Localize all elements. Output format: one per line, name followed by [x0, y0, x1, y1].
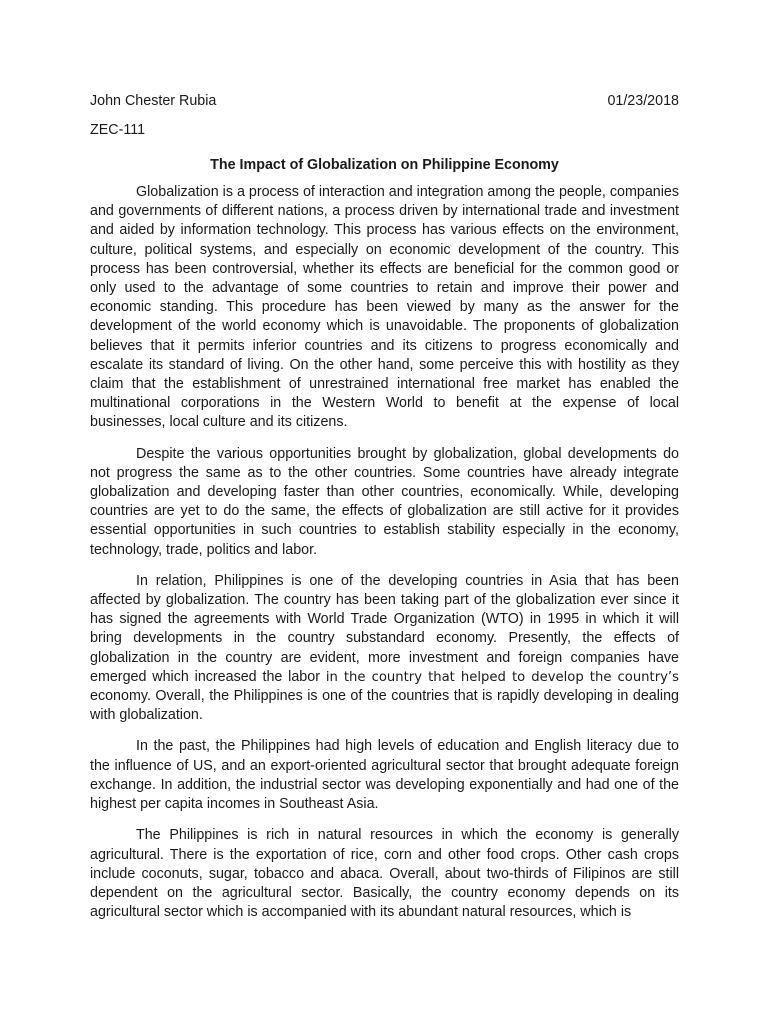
course-code: ZEC-111 — [90, 122, 146, 138]
paragraph-1: Globalization is a process of interaction and integration among the people, companies and governments of different nations, a process driven by international trade and investment and aided by information technology. This process has various effects on the environment, culture, political systems, and especially on economic development of the country. This process has been controversial, whether its effects are beneficial for the common good or only used to the advantage of some countries to retain and improve their power and economic standing. This procedure has been viewed by many as the answer for the development of the world economy which is unavoidable. The proponents of globalization believes that it permits inferior countries and its citizens to progress economically and escalate its standard of living. On the other hand, some perceive this with hostility as they claim that the establishment of unrestrained international free market has enabled the multinational corporations in the Western World to benefit at the expense of local businesses, local culture and its citizens. — [90, 184, 679, 431]
paragraph-3-text-start: In relation, Philippines is one of the developing countries in Asia that has been affected by globalization. The country has been taking part of the globalization ever since it has signed the agreements with World Trade Organization (WTO) in 1995 in which it will bring developments in the country substandard economy. Presently, the effects of globalization in the country are evident, more investment and foreign companies have emerged which increased the labor — [90, 572, 679, 685]
document-date: 01/23/2018 — [607, 93, 679, 109]
paragraph-5: The Philippines is rich in natural resources in which the economy is generally agricultural. There is the exportation of rice, corn and other food crops. Other cash crops include coconuts, sugar, tobacco and abaca. Overall, about two-thirds of Filipinos are still dependent on the agricultural sector. Basically, the country economy depends on its agricultural sector which is accompanied with its abundant natural resources, which is — [90, 827, 679, 921]
paragraph-2: Despite the various opportunities brought by globalization, global developments do not progress the same as to the other countries. Some countries have already integrate globalization and developing faster than other countries, economically. While, developing countries are yet to do the same, the effects of globalization are still active for it provides essential opportunities in such countries to establish stability especially in the economy, technology, trade, politics and labor. — [90, 445, 679, 558]
paragraph-3-alt-font-text: in the country that helped to develop the country’s — [325, 669, 679, 685]
author-name: John Chester Rubia — [90, 93, 217, 109]
document-title: The Impact of Globalization on Philippine Economy — [210, 157, 559, 173]
paragraph-4: In the past, the Philippines had high levels of education and English literacy due to the influence of US, and an export-oriented agricultural sector that brought adequate foreign exchange. In addition, the industrial sector was developing exponentially and had one of the highest per capita incomes in Southeast Asia. — [90, 738, 679, 813]
paragraph-3 — [90, 572, 679, 726]
document-page — [90, 92, 679, 922]
paragraph-3-text-end: economy. Overall, the Philippines is one of the countries that is rapidly developing in dealing with globalization. — [90, 688, 679, 724]
document-header — [90, 92, 679, 111]
